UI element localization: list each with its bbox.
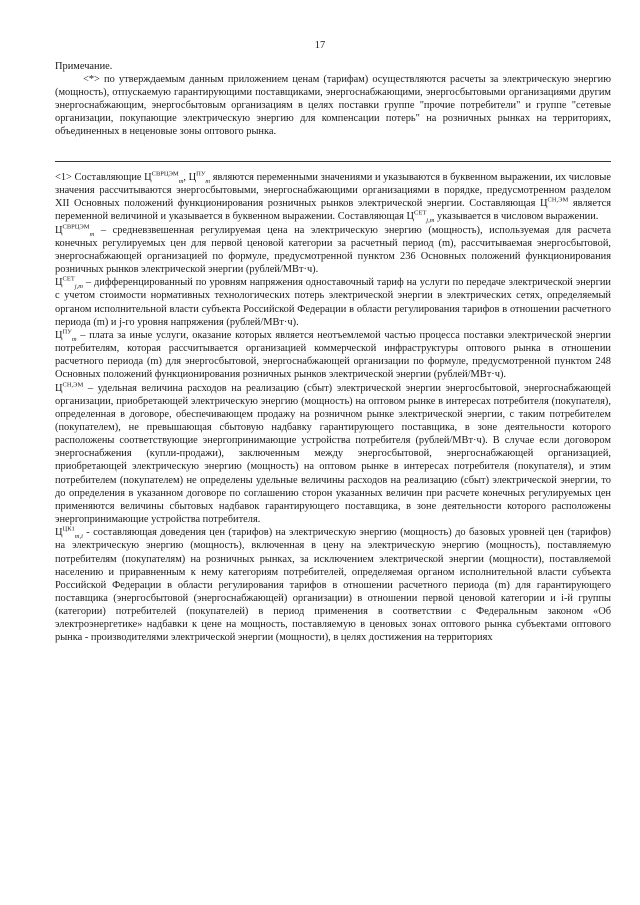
symbol-subscript: m [71, 335, 77, 343]
symbol-subscript: j,m [74, 283, 83, 291]
symbol-superscript: ПУ [196, 170, 206, 178]
definition-symbol: Ц [55, 382, 63, 394]
footnote-block [55, 171, 611, 645]
footnote-intro-text: являются переменными значениями и указываются в буквенном выражении, их числовые значения рассчитываются энергосбытовыми, энергоснабжающими организациями в порядке, предусмотренном разделом XII Основных положений функционирования розничных рынков электрической энергии. Составляющая Ц [55, 172, 612, 210]
symbol-superscript: СН,ЭМ [547, 196, 569, 204]
symbol-subscript: m [205, 178, 211, 186]
definition-text: – средневзвешенная регулируемая цена на электрическую энергию (мощность), используемая для расчета конечных регулируемых цен для первой ценовой категории за расчетный период (m), рассчитываемая энергосбытовой, энергоснабжающей организацией по формуле, предусмотренной пунктом 236 Основных положений функционирования розничных рынков электрической энергии (рублей/МВт·ч). [55, 224, 611, 276]
footnote-intro-prefix: <1> Составляющие Ц [55, 172, 152, 183]
footnote-separator [55, 161, 611, 162]
definition-pu [55, 329, 611, 382]
note-heading: Примечание. [55, 61, 113, 72]
symbol-superscript: СВРЦЭМ [62, 223, 90, 231]
symbol-superscript: СЕТ [62, 275, 75, 283]
definition-symbol: Ц [55, 329, 63, 341]
symbol-subscript: m [178, 178, 184, 186]
symbol-superscript: ПУ [62, 328, 72, 336]
symbol-superscript: ЦК1 [62, 525, 75, 533]
note-block [55, 60, 611, 139]
symbol-subscript: j,m [426, 217, 435, 225]
footnote-intro-text: является переменной величиной и указывается в буквенном выражении. Составляющая Ц [55, 198, 612, 223]
definition-svrcem [55, 224, 611, 277]
definition-symbol: Ц [55, 527, 63, 539]
symbol-separator: , Ц [183, 172, 197, 183]
definition-text: – дифференцированный по уровням напряжения одноставочный тариф на услуги по передаче электрической энергии с учетом стоимости нормативных технологических потерь электрической энергии в электрических сетях, определяемый органом исполнительной власти субъекта Российской Федерации в области регулирования тарифов в отношении расчетного периода (m) и j-го уровня напряжения (рублей/МВт·ч). [55, 277, 611, 328]
definition-ck1 [55, 526, 611, 644]
note-paragraph: <*> по утверждаемым данным приложением ценам (тарифам) осуществляются расчеты за электрическую энергию (мощность), отпускаемую гарантирующими поставщиками, энергоснабжающими, энергосбытовыми организациями другим энергоснабжающим, энергосбытовым организациям в целях поставки группе "прочие потребители" и группе "сетевые организации, покупающие электрическую энергию для компенсации потерь" на розничных рынках на территориях, объединенных в неценовые зоны оптового рынка. [55, 74, 611, 138]
definition-text: - составляющая доведения цен (тарифов) на электрическую энергию (мощность) до базовых уровней цен (тарифов) на электрическую энергию (мощность), включенная в цену на электрическую энергию (мощность), поставляемую потребителям (покупателям) на розничных рынках, за исключением электрической энергии (мощности), поставляемой населению и приравненным к нему категориям потребителей, определяемая органом исполнительной власти субъекта Российской Федерации в области регулирования тарифов в отношении расчетного периода (m) для гарантирующего поставщика (энергосбытовой (энергоснабжающей) организации) в отношении первой ценовой категории и i-й группы (категории) потребителей (покупателей) в период применения в соответствии с Федеральным законом «Об электроэнергетике» надбавки к цене на мощность, поставляемую в ценовых зонах оптового рынка субъектами оптового рынка - производителями электрической энергии (мощности), в целях достижения на территориях [55, 527, 611, 644]
definition-sn-em [55, 382, 611, 527]
definition-set [55, 276, 611, 329]
definition-text: – плата за иные услуги, оказание которых является неотъемлемой частью процесса поставки электрической энергии потребителям, которая рассчитывается организацией коммерческой инфраструктуры оптового рынка в отношении расчетного периода (m) для энергосбытовой, энергоснабжающей организации по формуле, предусмотренной пунктом 248 Основных положений функционирования розничных рынков электрической энергии (рублей/МВт·ч). [55, 329, 611, 381]
definition-symbol: Ц [55, 224, 63, 236]
symbol-superscript: СВРЦЭМ [151, 170, 179, 178]
symbol-superscript: СЕТ [414, 210, 427, 217]
symbol-subscript: m [89, 230, 95, 238]
page-number: 17 [314, 40, 326, 51]
symbol-subscript: m,i [74, 533, 83, 541]
footnote-intro-text: указывается в числовом выражении. [434, 211, 599, 223]
definition-symbol: Ц [55, 277, 63, 289]
definition-text: – удельная величина расходов на реализацию (сбыт) электрической энергии энергосбытовой, энергоснабжающей организации, приобретающей электрическую энергию (мощность) на оптовом рынке в интересах потребителя (покупателя), определенная в договоре, обеспечивающем продажу на розничном рынке электрической энергии, с таким потребителем (покупателем), не превышающая сбытовую надбавку гарантирующего поставщика, в зоне деятельности которого расположены соответствующие энергопринимающие устройства потребителя (рублей/МВт·ч). В случае если договором энергоснабжения (купли-продажи), заключенным между энергосбытовой, энергоснабжающей организацией, приобретающей электрическую энергию (мощность) на оптовом рынке в интересах потребителя (покупателя), и этим потребителем (покупателем) не определены удельные величины расходов на реализацию (сбыт) электрической энергии, то до определения в указанном договоре по соглашению сторон указанных величин при расчете конечных регулируемых цен применяются величины сбытовых надбавок гарантирующего поставщика, в зоне деятельности которого расположены энергопринимающие устройства потребителя. [55, 382, 611, 526]
footnote-intro-paragraph [55, 171, 611, 224]
symbol-superscript: СН,ЭМ [62, 381, 84, 389]
